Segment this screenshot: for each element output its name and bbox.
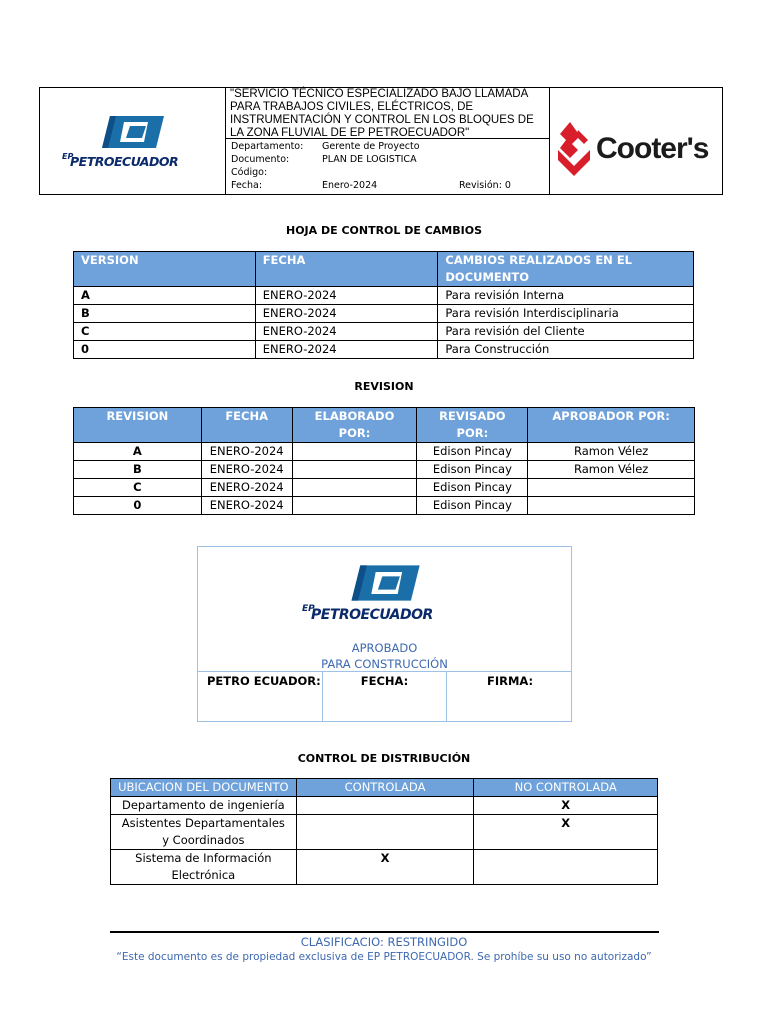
cell: Departamento de ingeniería (111, 797, 297, 815)
table-row (111, 815, 658, 850)
cell: Edison Pincay (417, 497, 528, 515)
cell: ENERO-2024 (255, 323, 438, 341)
header-meta (231, 140, 545, 192)
stamp-top (198, 547, 571, 672)
logo-text: PETROECUADOR (70, 154, 179, 169)
approved-label (198, 640, 571, 672)
table-row (74, 341, 694, 359)
cell (528, 497, 695, 515)
cell: A (74, 443, 202, 461)
changes-title: HOJA DE CONTROL DE CAMBIOS (285, 224, 483, 237)
distribution-header-row (111, 779, 658, 797)
cell: Sistema de Información Electrónica (111, 850, 297, 885)
doc-label: Documento: (231, 154, 290, 165)
cell: Edison Pincay (417, 479, 528, 497)
cell: A (74, 287, 256, 305)
cell (528, 479, 695, 497)
cell: X (474, 797, 658, 815)
changes-table (73, 251, 694, 359)
date-value: Enero-2024 (322, 180, 378, 191)
cell: Edison Pincay (417, 443, 528, 461)
approved-line-1: APROBADO (351, 641, 418, 655)
cell: 0 (74, 497, 202, 515)
revision-title: REVISION (354, 380, 414, 393)
cell: X (474, 815, 658, 850)
approved-line-2: PARA CONSTRUCCIÓN (321, 657, 448, 671)
cooters-text: Cooter's (596, 132, 709, 165)
changes-header-row (74, 252, 694, 287)
cell: B (74, 461, 202, 479)
petroecuador-logo-icon (350, 561, 430, 605)
cell: Ramon Vélez (528, 461, 695, 479)
table-row (74, 323, 694, 341)
logo-prefix: EP (302, 604, 315, 614)
revision-value: Revisión: 0 (459, 180, 511, 191)
cell: ENERO-2024 (255, 287, 438, 305)
classification: CLASIFICACIO: RESTRINGIDO (300, 935, 468, 949)
distribution-table (110, 778, 658, 885)
cell: ENERO-2024 (201, 461, 292, 479)
cell: Asistentes Departamentales y Coordinados (111, 815, 297, 850)
table-row (74, 497, 695, 515)
col-ubicacion: UBICACION DEL DOCUMENTO (111, 779, 297, 797)
table-row (74, 305, 694, 323)
col-aprobador: APROBADOR POR: (528, 408, 695, 443)
logo-text: PETROECUADOR (311, 607, 433, 623)
petroecuador-logo-cell (40, 88, 226, 194)
table-row (74, 461, 695, 479)
col-fecha: FECHA (255, 252, 438, 287)
cell: Para revisión Interdisciplinaria (438, 305, 694, 323)
stamp-col-petro: PETRO ECUADOR: (207, 674, 321, 688)
col-cambios: CAMBIOS REALIZADOS EN EL DOCUMENTO (438, 252, 694, 287)
document-header (39, 87, 723, 195)
col-revisado: REVISADO POR: (417, 408, 528, 443)
cell: Para revisión Interna (438, 287, 694, 305)
col-no-controlada: NO CONTROLADA (474, 779, 658, 797)
cell: ENERO-2024 (201, 479, 292, 497)
ownership-notice: “Este documento es de propiedad exclusiva de EP PETROECUADOR. Se prohíbe su uso no autorizado” (116, 951, 652, 963)
cell (292, 479, 417, 497)
col-controlada: CONTROLADA (296, 779, 474, 797)
col-fecha: FECHA (201, 408, 292, 443)
col-elaborado: ELABORADO POR: (292, 408, 417, 443)
table-row (74, 479, 695, 497)
cell: ENERO-2024 (201, 443, 292, 461)
cooters-logo-icon (556, 120, 592, 178)
cell: Ramon Vélez (528, 443, 695, 461)
cooters-logo-cell (550, 88, 722, 194)
date-label: Fecha: (231, 180, 263, 191)
cell: ENERO-2024 (201, 497, 292, 515)
cell (292, 461, 417, 479)
cell: C (74, 323, 256, 341)
revision-table (73, 407, 695, 515)
cell: X (296, 850, 474, 885)
cell: ENERO-2024 (255, 305, 438, 323)
revision-header-row (74, 408, 695, 443)
cell: Edison Pincay (417, 461, 528, 479)
cell (296, 815, 474, 850)
col-version: VERSION (74, 252, 256, 287)
cell (292, 497, 417, 515)
cell (296, 797, 474, 815)
stamp-col-fecha: FECHA: (322, 672, 446, 721)
cell: 0 (74, 341, 256, 359)
cell: ENERO-2024 (255, 341, 438, 359)
stamp-col-firma: FIRMA: (446, 672, 571, 721)
cell (474, 850, 658, 885)
cell: B (74, 305, 256, 323)
col-revision: REVISION (74, 408, 202, 443)
dept-label: Departamento: (231, 141, 304, 152)
dept-value: Gerente de Proyecto (322, 141, 420, 152)
petroecuador-logo-icon (102, 112, 172, 152)
table-row (111, 797, 658, 815)
cell: Para Construcción (438, 341, 694, 359)
approval-stamp (197, 546, 572, 722)
cell (292, 443, 417, 461)
project-title: "SERVICIO TÉCNICO ESPECIALIZADO BAJO LLAMADA PARA TRABAJOS CIVILES, ELÉCTRICOS, DE INSTRUMENTACIÓN Y CONTROL EN LOS BLOQUES DE LA ZONA FLUVIAL DE EP PETROECUADOR" (226, 88, 549, 139)
footer-divider (110, 931, 659, 933)
table-row (74, 287, 694, 305)
cell: Para revisión del Cliente (438, 323, 694, 341)
table-row (111, 850, 658, 885)
header-middle (226, 88, 550, 194)
doc-value: PLAN DE LOGISTICA (322, 154, 417, 165)
distribution-title: CONTROL DE DISTRIBUCIÓN (297, 752, 471, 765)
logo-prefix: EP (62, 152, 74, 161)
code-label: Código: (231, 167, 268, 178)
table-row (74, 443, 695, 461)
cell: C (74, 479, 202, 497)
